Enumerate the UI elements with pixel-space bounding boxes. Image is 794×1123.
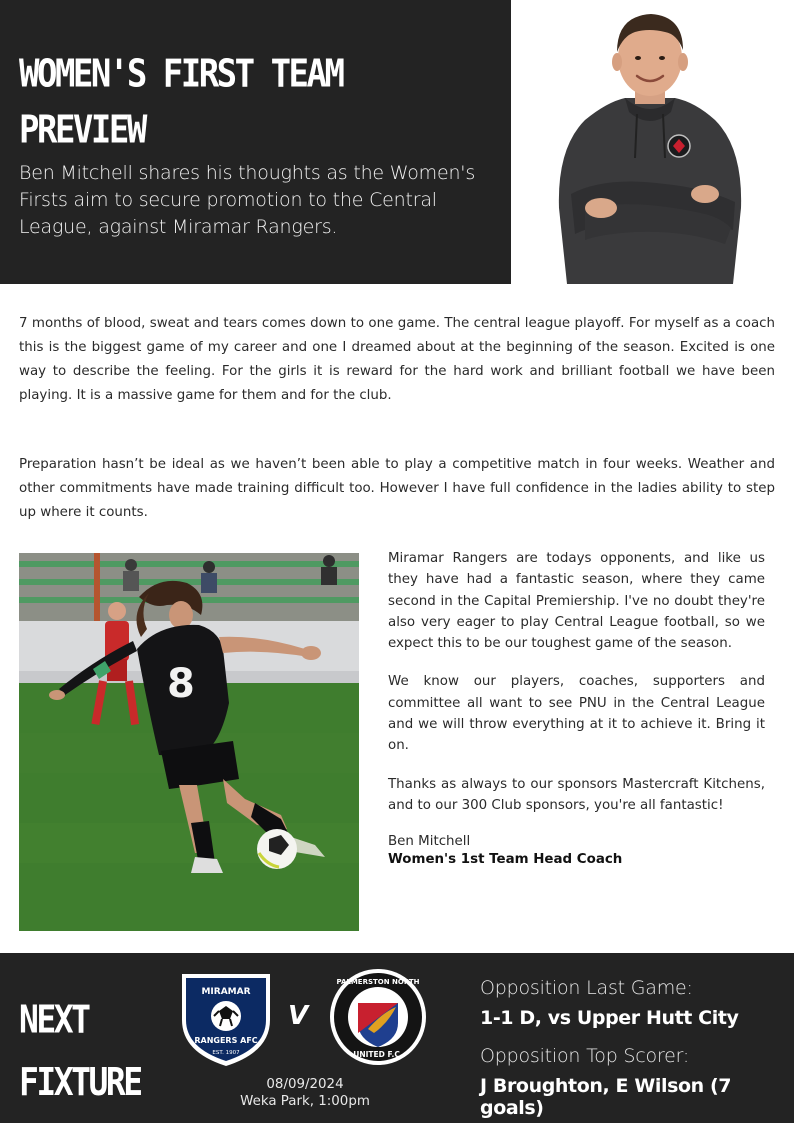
next-fixture-title-line2: FIXTURE <box>19 1059 141 1104</box>
coach-portrait-image <box>545 8 755 284</box>
pnu-crest-top-text: PALMERSTON NORTH <box>336 978 420 986</box>
page-title-line1: WOMEN'S FIRST TEAM <box>19 51 343 97</box>
miramar-crest-top-text: MIRAMAR <box>201 987 251 997</box>
fixture-date: 08/09/2024 <box>266 1077 344 1092</box>
player-action-image <box>19 553 359 931</box>
signature-title: Women's 1st Team Head Coach <box>388 852 623 868</box>
miramar-crest-est-text: EST. 1907 <box>212 1050 240 1056</box>
preview-header <box>0 0 794 284</box>
article-right-column <box>388 548 765 869</box>
versus-label: V <box>288 1001 309 1031</box>
page-subheading: Ben Mitchell shares his thoughts as the Women's Firsts aim to secure promotion to the Central League, against Miramar Rangers. <box>19 162 476 238</box>
signature-name: Ben Mitchell <box>388 834 471 850</box>
miramar-crest-bottom-text: RANGERS AFC <box>194 1036 258 1045</box>
page-title <box>19 46 489 158</box>
fixture-venue-time: Weka Park, 1:00pm <box>240 1094 370 1109</box>
pnu-crest-bottom-text: UNITED F.C. <box>353 1050 403 1059</box>
opposition-top-scorer-label: Opposition Top Scorer: <box>480 1045 690 1067</box>
next-fixture-title-line1: NEXT <box>19 997 89 1042</box>
article-paragraph-sponsors: Thanks as always to our sponsors Mastercraft Kitchens, and to our 300 Club sponsors, you're all fantastic! <box>388 776 765 813</box>
opposition-last-game-value: 1-1 D, vs Upper Hutt City <box>480 1007 739 1029</box>
opposition-top-scorer-value: J Broughton, E Wilson (7 goals) <box>480 1075 732 1119</box>
shirt-number: 8 <box>167 661 195 707</box>
next-fixture-title <box>19 989 159 1113</box>
next-fixture-panel <box>0 953 794 1123</box>
article-paragraph-support: We know our players, coaches, supporters and committee all want to see PNU in the Central League and we will throw everything at it to achieve it. Bring it on. <box>388 674 765 754</box>
article-paragraph-preparation: Preparation hasn’t be ideal as we haven’t been able to play a competitive match in four weeks. Weather and other commitments have made training difficult too. However I have full confidence in the ladies ability to step up where it counts. <box>19 457 775 520</box>
header-dark-panel <box>0 0 511 284</box>
palmerston-north-united-crest <box>328 967 428 1067</box>
opposition-last-game-label: Opposition Last Game: <box>480 977 693 999</box>
miramar-rangers-crest <box>178 968 274 1068</box>
article-paragraph-opponents: Miramar Rangers are todays opponents, and like us they have had a fantastic season, where they came second in the Capital Premiership. I've no doubt they're also very eager to play Central League football, so we expect this to be our toughest game of the season. <box>388 551 765 652</box>
article-paragraph-intro: 7 months of blood, sweat and tears comes down to one game. The central league playoff. For myself as a coach this is the biggest game of my career and one I dreamed about at the beginning of the season. Excited is one way to describe the feeling. For the girls it is reward for the hard work and brilliant football we have been playing. It is a massive game for them and for the club. <box>19 316 775 403</box>
page-title-line2: PREVIEW <box>19 107 145 153</box>
